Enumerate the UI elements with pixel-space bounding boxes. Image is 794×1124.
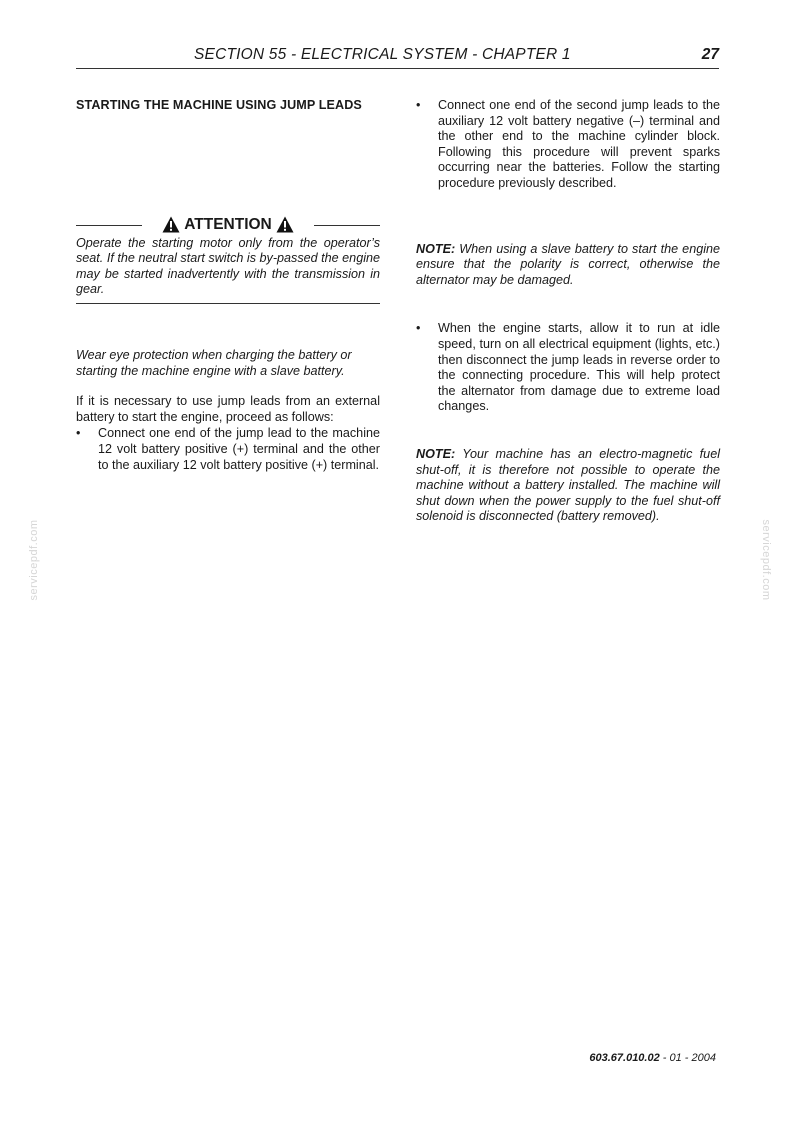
document-date: - 01 - 2004 bbox=[659, 1052, 716, 1064]
section-title: SECTION 55 - ELECTRICAL SYSTEM - CHAPTER 1 bbox=[194, 46, 571, 63]
warning-triangle-icon bbox=[162, 216, 180, 233]
note-paragraph bbox=[416, 242, 720, 289]
attention-label-group bbox=[162, 216, 294, 233]
note-text: When using a slave battery to start the engine ensure that the polarity is correct, otherwise the alternator may be damaged. bbox=[416, 241, 721, 287]
warning-triangle-icon bbox=[276, 216, 294, 233]
left-column bbox=[76, 98, 380, 473]
attention-rule-right bbox=[314, 225, 380, 226]
watermark-left: servicepdf.com bbox=[28, 519, 40, 601]
note-label: NOTE: bbox=[416, 241, 456, 256]
watermark-right: servicepdf.com bbox=[760, 519, 772, 601]
right-column bbox=[416, 98, 720, 525]
list-item-text: Connect one end of the jump lead to the machine 12 volt battery positive (+) terminal and the other to the auxiliary 12 volt battery positive (+) terminal. bbox=[98, 426, 380, 472]
list-item-text: Connect one end of the second jump leads to the auxiliary 12 volt battery negative (–) terminal and the other end to the machine cylinder block. Following this procedure will prevent sparks occurring near the batteries. Follow the starting procedure previously described. bbox=[438, 98, 720, 190]
document-code: 603.67.010.02 bbox=[589, 1052, 660, 1064]
attention-rule-left bbox=[76, 225, 142, 226]
attention-label: ATTENTION bbox=[184, 215, 272, 233]
page-footer bbox=[589, 1052, 716, 1064]
note-label: NOTE: bbox=[416, 446, 456, 461]
attention-title bbox=[76, 214, 380, 236]
eye-protection-warning: Wear eye protection when charging the battery or starting the machine engine with a slave battery. bbox=[76, 347, 352, 378]
intro-paragraph: If it is necessary to use jump leads from an external battery to start the engine, proceed as follows: bbox=[76, 394, 380, 424]
note-paragraph bbox=[416, 447, 720, 525]
list-item bbox=[416, 98, 720, 192]
list-item bbox=[416, 321, 720, 415]
bullet-glyph: • bbox=[416, 98, 421, 112]
list-item bbox=[76, 426, 380, 473]
page-header bbox=[76, 46, 719, 69]
attention-text: Operate the starting motor only from the operator’s seat. If the neutral start switch is by-passed the engine may be started inadvertently with the transmission in gear. bbox=[76, 235, 380, 297]
bullet-glyph: • bbox=[416, 321, 421, 336]
bullet-glyph: • bbox=[76, 426, 81, 441]
list-item-text: When the engine starts, allow it to run at idle speed, turn on all electrical equipment (lights, etc.) then disconnect the jump leads in reverse order to the connecting procedure. This will help protect the alternator from damage due to extreme load changes. bbox=[438, 321, 720, 414]
section-heading: STARTING THE MACHINE USING JUMP LEADS bbox=[76, 98, 362, 112]
attention-box bbox=[76, 236, 380, 304]
note-text: Your machine has an electro-magnetic fuel shut-off, it is therefore not possible to operate the machine without a battery installed. The machine will shut down when the power supply to the fuel shut-off solenoid is disconnected (battery removed). bbox=[416, 446, 720, 524]
page-number: 27 bbox=[701, 46, 719, 63]
